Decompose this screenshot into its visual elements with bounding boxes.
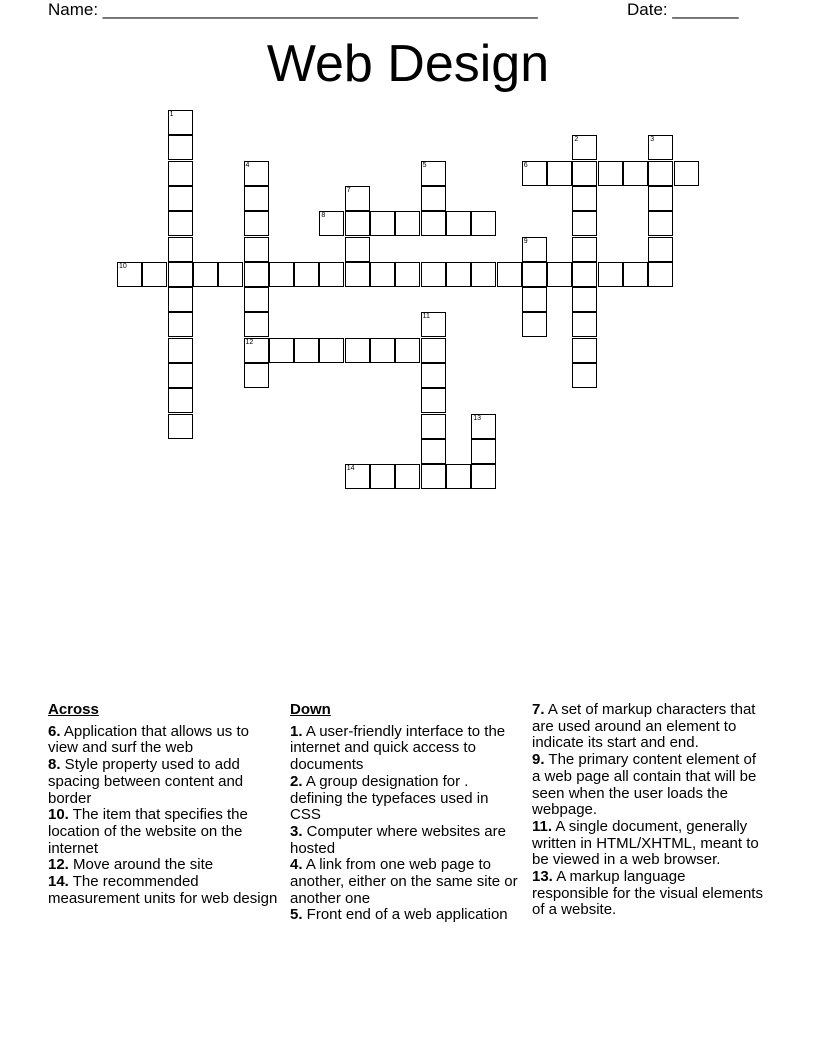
grid-cell[interactable]: [370, 262, 395, 287]
grid-cell[interactable]: [168, 312, 193, 337]
grid-cell[interactable]: [421, 186, 446, 211]
grid-cell[interactable]: [345, 262, 370, 287]
grid-cell[interactable]: [522, 312, 547, 337]
grid-cell[interactable]: [244, 211, 269, 236]
across-heading: Across: [48, 701, 99, 718]
grid-cell[interactable]: [572, 338, 597, 363]
grid-cell[interactable]: [547, 161, 572, 186]
date-field-label: Date: _______: [627, 0, 739, 19]
clue-item: [48, 757, 280, 807]
grid-cell[interactable]: [572, 161, 597, 186]
grid-cell[interactable]: [471, 414, 496, 439]
clue-number-label: 1.: [290, 722, 303, 740]
grid-cell[interactable]: [395, 464, 420, 489]
grid-cell[interactable]: [421, 388, 446, 413]
grid-cell[interactable]: [168, 262, 193, 287]
down-clue-list-continued: [532, 702, 764, 919]
clue-number-label: 6.: [48, 722, 61, 740]
grid-cell[interactable]: [648, 186, 673, 211]
grid-cell[interactable]: [497, 262, 522, 287]
clue-text: The item that specifies the location of the website on the internet: [48, 806, 248, 857]
clue-text: A group designation for . defining the typefaces used in CSS: [290, 772, 489, 824]
grid-cell[interactable]: [648, 211, 673, 236]
clue-number-label: 7.: [532, 701, 545, 718]
clue-text: A markup language responsible for the visual elements of a website.: [532, 868, 763, 919]
grid-cell[interactable]: [648, 237, 673, 262]
grid-cell[interactable]: [269, 262, 294, 287]
clue-text: A set of markup characters that are used around an element to indicate its start and end.: [532, 701, 756, 752]
clue-text: A link from one web page to another, either on the same site or another one: [290, 856, 518, 907]
grid-cell[interactable]: [168, 338, 193, 363]
grid-cell[interactable]: [446, 464, 471, 489]
grid-cell[interactable]: [244, 363, 269, 388]
grid-cell[interactable]: [572, 135, 597, 160]
grid-cell[interactable]: [572, 363, 597, 388]
clue-text: Application that allows us to view and surf the web: [48, 722, 249, 757]
grid-cell[interactable]: [142, 262, 167, 287]
grid-cell[interactable]: [522, 161, 547, 186]
grid-cell[interactable]: [168, 287, 193, 312]
clue-text: A user-friendly interface to the internet and quick access to documents: [290, 722, 506, 774]
grid-cell[interactable]: [598, 161, 623, 186]
clue-text: The primary content element of a web page all contain that will be seen when the user loads the webpage.: [532, 751, 757, 819]
clue-text: Style property used to add spacing between content and border: [48, 756, 244, 807]
clue-number-label: 3.: [290, 822, 303, 840]
grid-cell[interactable]: [168, 110, 193, 135]
clue-text: A single document, generally written in HTML/XHTML, meant to be viewed in a web browser.: [532, 817, 759, 869]
grid-cell[interactable]: [598, 262, 623, 287]
clue-item: [290, 724, 522, 774]
grid-cell[interactable]: [244, 262, 269, 287]
clue-number-label: 12.: [48, 856, 69, 874]
grid-cell[interactable]: [370, 211, 395, 236]
clue-number: 11: [422, 313, 430, 321]
clue-number: 14: [346, 465, 355, 473]
grid-cell[interactable]: [446, 262, 471, 287]
grid-cell[interactable]: [572, 186, 597, 211]
grid-cell[interactable]: [168, 135, 193, 160]
grid-cell[interactable]: [572, 262, 597, 287]
clue-item: [532, 702, 764, 752]
grid-cell[interactable]: [168, 388, 193, 413]
grid-cell[interactable]: [471, 262, 496, 287]
down-clue-list: [290, 724, 522, 924]
clue-number-label: 8.: [48, 756, 61, 774]
clue-item: [532, 869, 764, 919]
grid-cell[interactable]: [421, 464, 446, 489]
grid-cell[interactable]: [244, 186, 269, 211]
clue-text: Move around the site: [68, 856, 214, 874]
grid-cell[interactable]: [244, 338, 269, 363]
across-clue-list: [48, 724, 280, 908]
grid-cell[interactable]: [244, 237, 269, 262]
grid-cell[interactable]: [623, 161, 648, 186]
grid-cell[interactable]: [421, 414, 446, 439]
grid-cell[interactable]: [471, 464, 496, 489]
clue-number: 3: [650, 136, 655, 144]
grid-cell[interactable]: [319, 338, 344, 363]
grid-cell[interactable]: [522, 237, 547, 262]
grid-cell[interactable]: [345, 186, 370, 211]
grid-cell[interactable]: [319, 262, 344, 287]
grid-cell[interactable]: [421, 161, 446, 186]
clue-item: [48, 857, 280, 874]
grid-cell[interactable]: [471, 211, 496, 236]
grid-cell[interactable]: [547, 262, 572, 287]
grid-cell[interactable]: [345, 338, 370, 363]
grid-cell[interactable]: [168, 414, 193, 439]
grid-cell[interactable]: [168, 211, 193, 236]
grid-cell[interactable]: [623, 262, 648, 287]
down-clues-continued: [532, 702, 764, 919]
grid-cell[interactable]: [345, 464, 370, 489]
clue-text: Front end of a web application: [302, 906, 508, 924]
grid-cell[interactable]: [370, 464, 395, 489]
clue-number: 9: [523, 237, 528, 245]
grid-cell[interactable]: [421, 262, 446, 287]
grid-cell[interactable]: [294, 262, 319, 287]
clue-number-label: 2.: [290, 772, 303, 790]
grid-cell[interactable]: [421, 211, 446, 236]
grid-cell[interactable]: [244, 287, 269, 312]
clue-item: [290, 857, 522, 907]
name-field-label: Name: ______________________________________________: [48, 0, 538, 19]
grid-cell[interactable]: [319, 211, 344, 236]
grid-cell[interactable]: [421, 338, 446, 363]
across-clues: [48, 702, 280, 907]
clue-number: 6: [523, 161, 528, 169]
grid-cell[interactable]: [269, 338, 294, 363]
grid-cell[interactable]: [168, 237, 193, 262]
grid-cell[interactable]: [522, 287, 547, 312]
clue-item: [290, 907, 522, 924]
grid-cell[interactable]: [370, 338, 395, 363]
grid-cell[interactable]: [522, 262, 547, 287]
grid-cell[interactable]: [572, 211, 597, 236]
grid-cell[interactable]: [193, 262, 218, 287]
clue-item: [290, 824, 522, 857]
clue-number-label: 9.: [532, 751, 545, 769]
clue-number: 4: [245, 161, 250, 169]
clue-item: [290, 774, 522, 824]
grid-cell[interactable]: [648, 161, 673, 186]
grid-cell[interactable]: [421, 312, 446, 337]
crossword-grid: [0, 0, 816, 520]
grid-cell[interactable]: [446, 211, 471, 236]
clue-number: 12: [245, 338, 254, 346]
clue-number: 2: [574, 136, 579, 144]
clue-number: 10: [119, 262, 127, 270]
clue-item: [48, 874, 280, 907]
grid-cell[interactable]: [395, 338, 420, 363]
grid-cell[interactable]: [345, 211, 370, 236]
clue-item: [532, 819, 764, 869]
grid-cell[interactable]: [117, 262, 142, 287]
grid-cell[interactable]: [244, 312, 269, 337]
grid-cell[interactable]: [648, 262, 673, 287]
grid-cell[interactable]: [572, 237, 597, 262]
grid-cell[interactable]: [294, 338, 319, 363]
clue-number: 13: [473, 414, 481, 422]
grid-cell[interactable]: [395, 262, 420, 287]
clue-number: 7: [346, 186, 351, 194]
clue-number: 1: [169, 111, 174, 118]
grid-cell[interactable]: [648, 135, 673, 160]
clue-number-label: 10.: [48, 806, 69, 824]
clue-item: [48, 807, 280, 857]
clue-item: [532, 752, 764, 819]
grid-cell[interactable]: [471, 439, 496, 464]
clue-text: Computer where websites are hosted: [290, 822, 506, 857]
down-clues: [290, 702, 522, 924]
grid-cell[interactable]: [572, 287, 597, 312]
grid-cell[interactable]: [345, 237, 370, 262]
clue-item: [48, 724, 280, 757]
grid-cell[interactable]: [421, 439, 446, 464]
grid-cell[interactable]: [421, 363, 446, 388]
clue-text: The recommended measurement units for web design: [48, 873, 278, 907]
clue-number: 5: [422, 161, 427, 169]
clue-number: 8: [321, 212, 326, 220]
down-heading: Down: [290, 701, 331, 718]
clue-number-label: 14.: [48, 873, 69, 891]
clue-number-label: 13.: [532, 868, 553, 886]
clue-number-label: 11.: [532, 817, 553, 835]
grid-cell[interactable]: [168, 186, 193, 211]
grid-cell[interactable]: [244, 161, 269, 186]
grid-cell[interactable]: [395, 211, 420, 236]
grid-cell[interactable]: [218, 262, 243, 287]
page-title: Web Design: [266, 35, 550, 93]
grid-cell[interactable]: [674, 161, 699, 186]
grid-cell[interactable]: [168, 161, 193, 186]
grid-cell[interactable]: [168, 363, 193, 388]
clue-number-label: 4.: [290, 856, 303, 874]
grid-cell[interactable]: [572, 312, 597, 337]
clue-number-label: 5.: [290, 906, 303, 924]
